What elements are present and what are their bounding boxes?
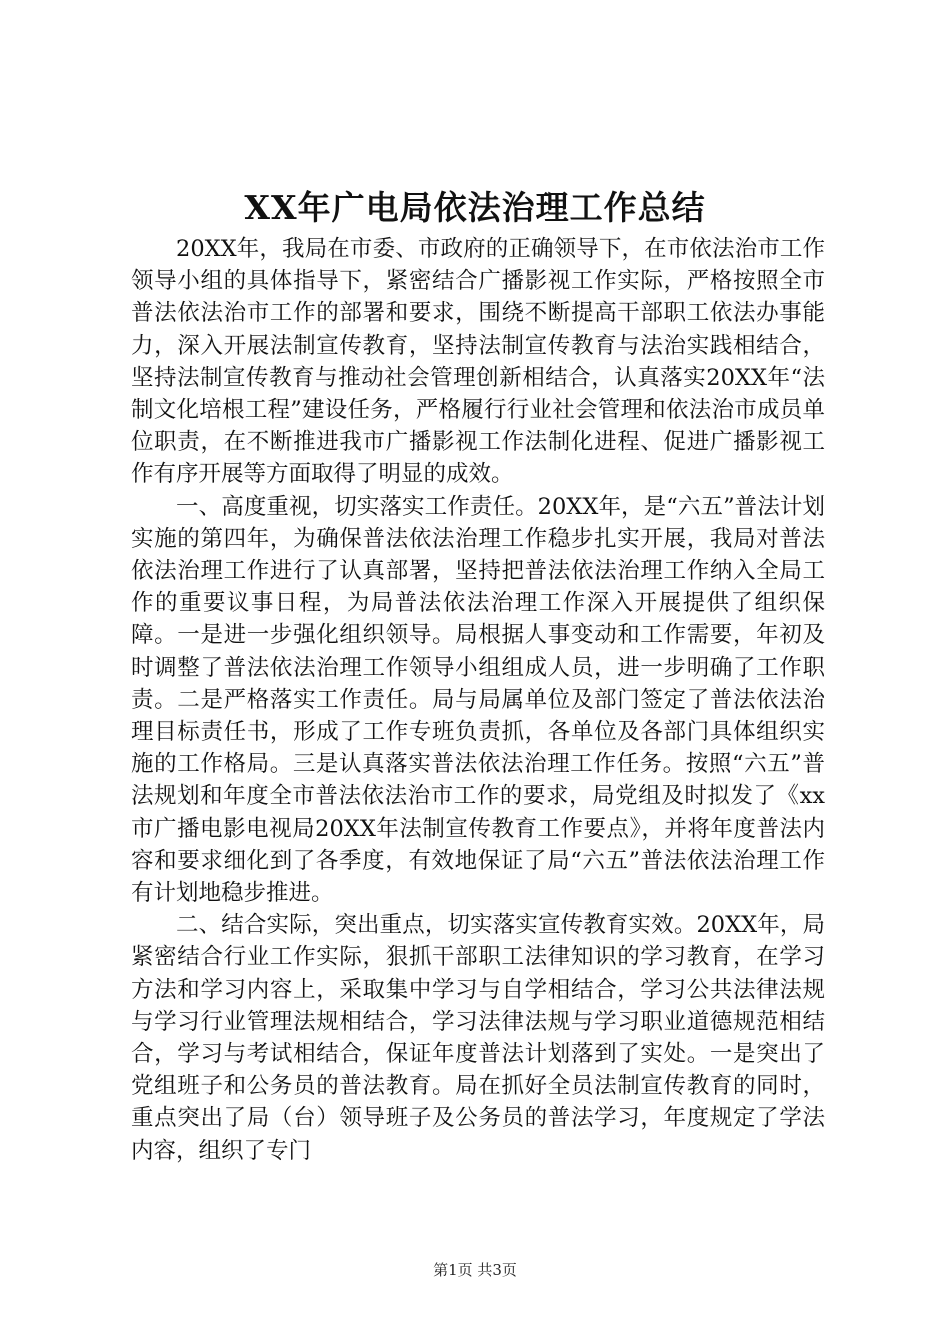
paragraph-intro: 20XX年，我局在市委、市政府的正确领导下，在市依法治市工作领导小组的具体指导下，紧密结合广播影视工作实际，严格按照全市普法依法治市工作的部署和要求，围绕不断提高干部职工依法办事能力，深入开展法制宣传教育，坚持法制宣传教育与法治实践相结合，坚持法制宣传教育与推动社会管理创新相结合，认真落实20XX年“法制文化培根工程”建设任务，严格履行行业社会管理和依法治市成员单位职责，在不断推进我市广播影视工作法制化进程、促进广播影视工作有序开展等方面取得了明显的成效。 (131, 236, 825, 488)
page-number: 第1页 共3页 (433, 1261, 517, 1279)
document-title: XX年广电局依法治理工作总结 (244, 188, 706, 227)
paragraph-section-1: 一、高度重视，切实落实工作责任。20XX年，是“六五”普法计划实施的第四年，为确保普法依法治理工作稳步扎实开展，我局对普法依法治理工作进行了认真部署，坚持把普法依法治理工作纳入全局工作的重要议事日程，为局普法依法治理工作深入开展提供了组织保障。一是进一步强化组织领导。局根据人事变动和工作需要，年初及时调整了普法依法治理工作领导小组组成人员，进一步明确了工作职责。二是严格落实工作责任。局与局属单位及部门签定了普法依法治理目标责任书，形成了工作专班负责抓，各单位及各部门具体组织实施的工作格局。三是认真落实普法依法治理工作任务。按照“六五”普法规划和年度全市普法依法治市工作的要求，局党组及时拟发了《xx市广播电影电视局20XX年法制宣传教育工作要点》，并将年度普法内容和要求细化到了各季度，有效地保证了局“六五”普法依法治理工作有计划地稳步推进。 (131, 493, 825, 907)
document-body (131, 233, 825, 1167)
paragraph-section-2: 二、结合实际，突出重点，切实落实宣传教育实效。20XX年，局紧密结合行业工作实际，狠抓干部职工法律知识的学习教育，在学习方法和学习内容上，采取集中学习与自学相结合，学习公共法律法规与学习行业管理法规相结合，学习法律法规与学习职业道德规范相结合，学习与考试相结合，保证年度普法计划落到了实处。一是突出了党组班子和公务员的普法教育。局在抓好全员法制宣传教育的同时，重点突出了局（台）领导班子及公务员的普法学习，年度规定了学法内容，组织了专门 (131, 912, 825, 1164)
